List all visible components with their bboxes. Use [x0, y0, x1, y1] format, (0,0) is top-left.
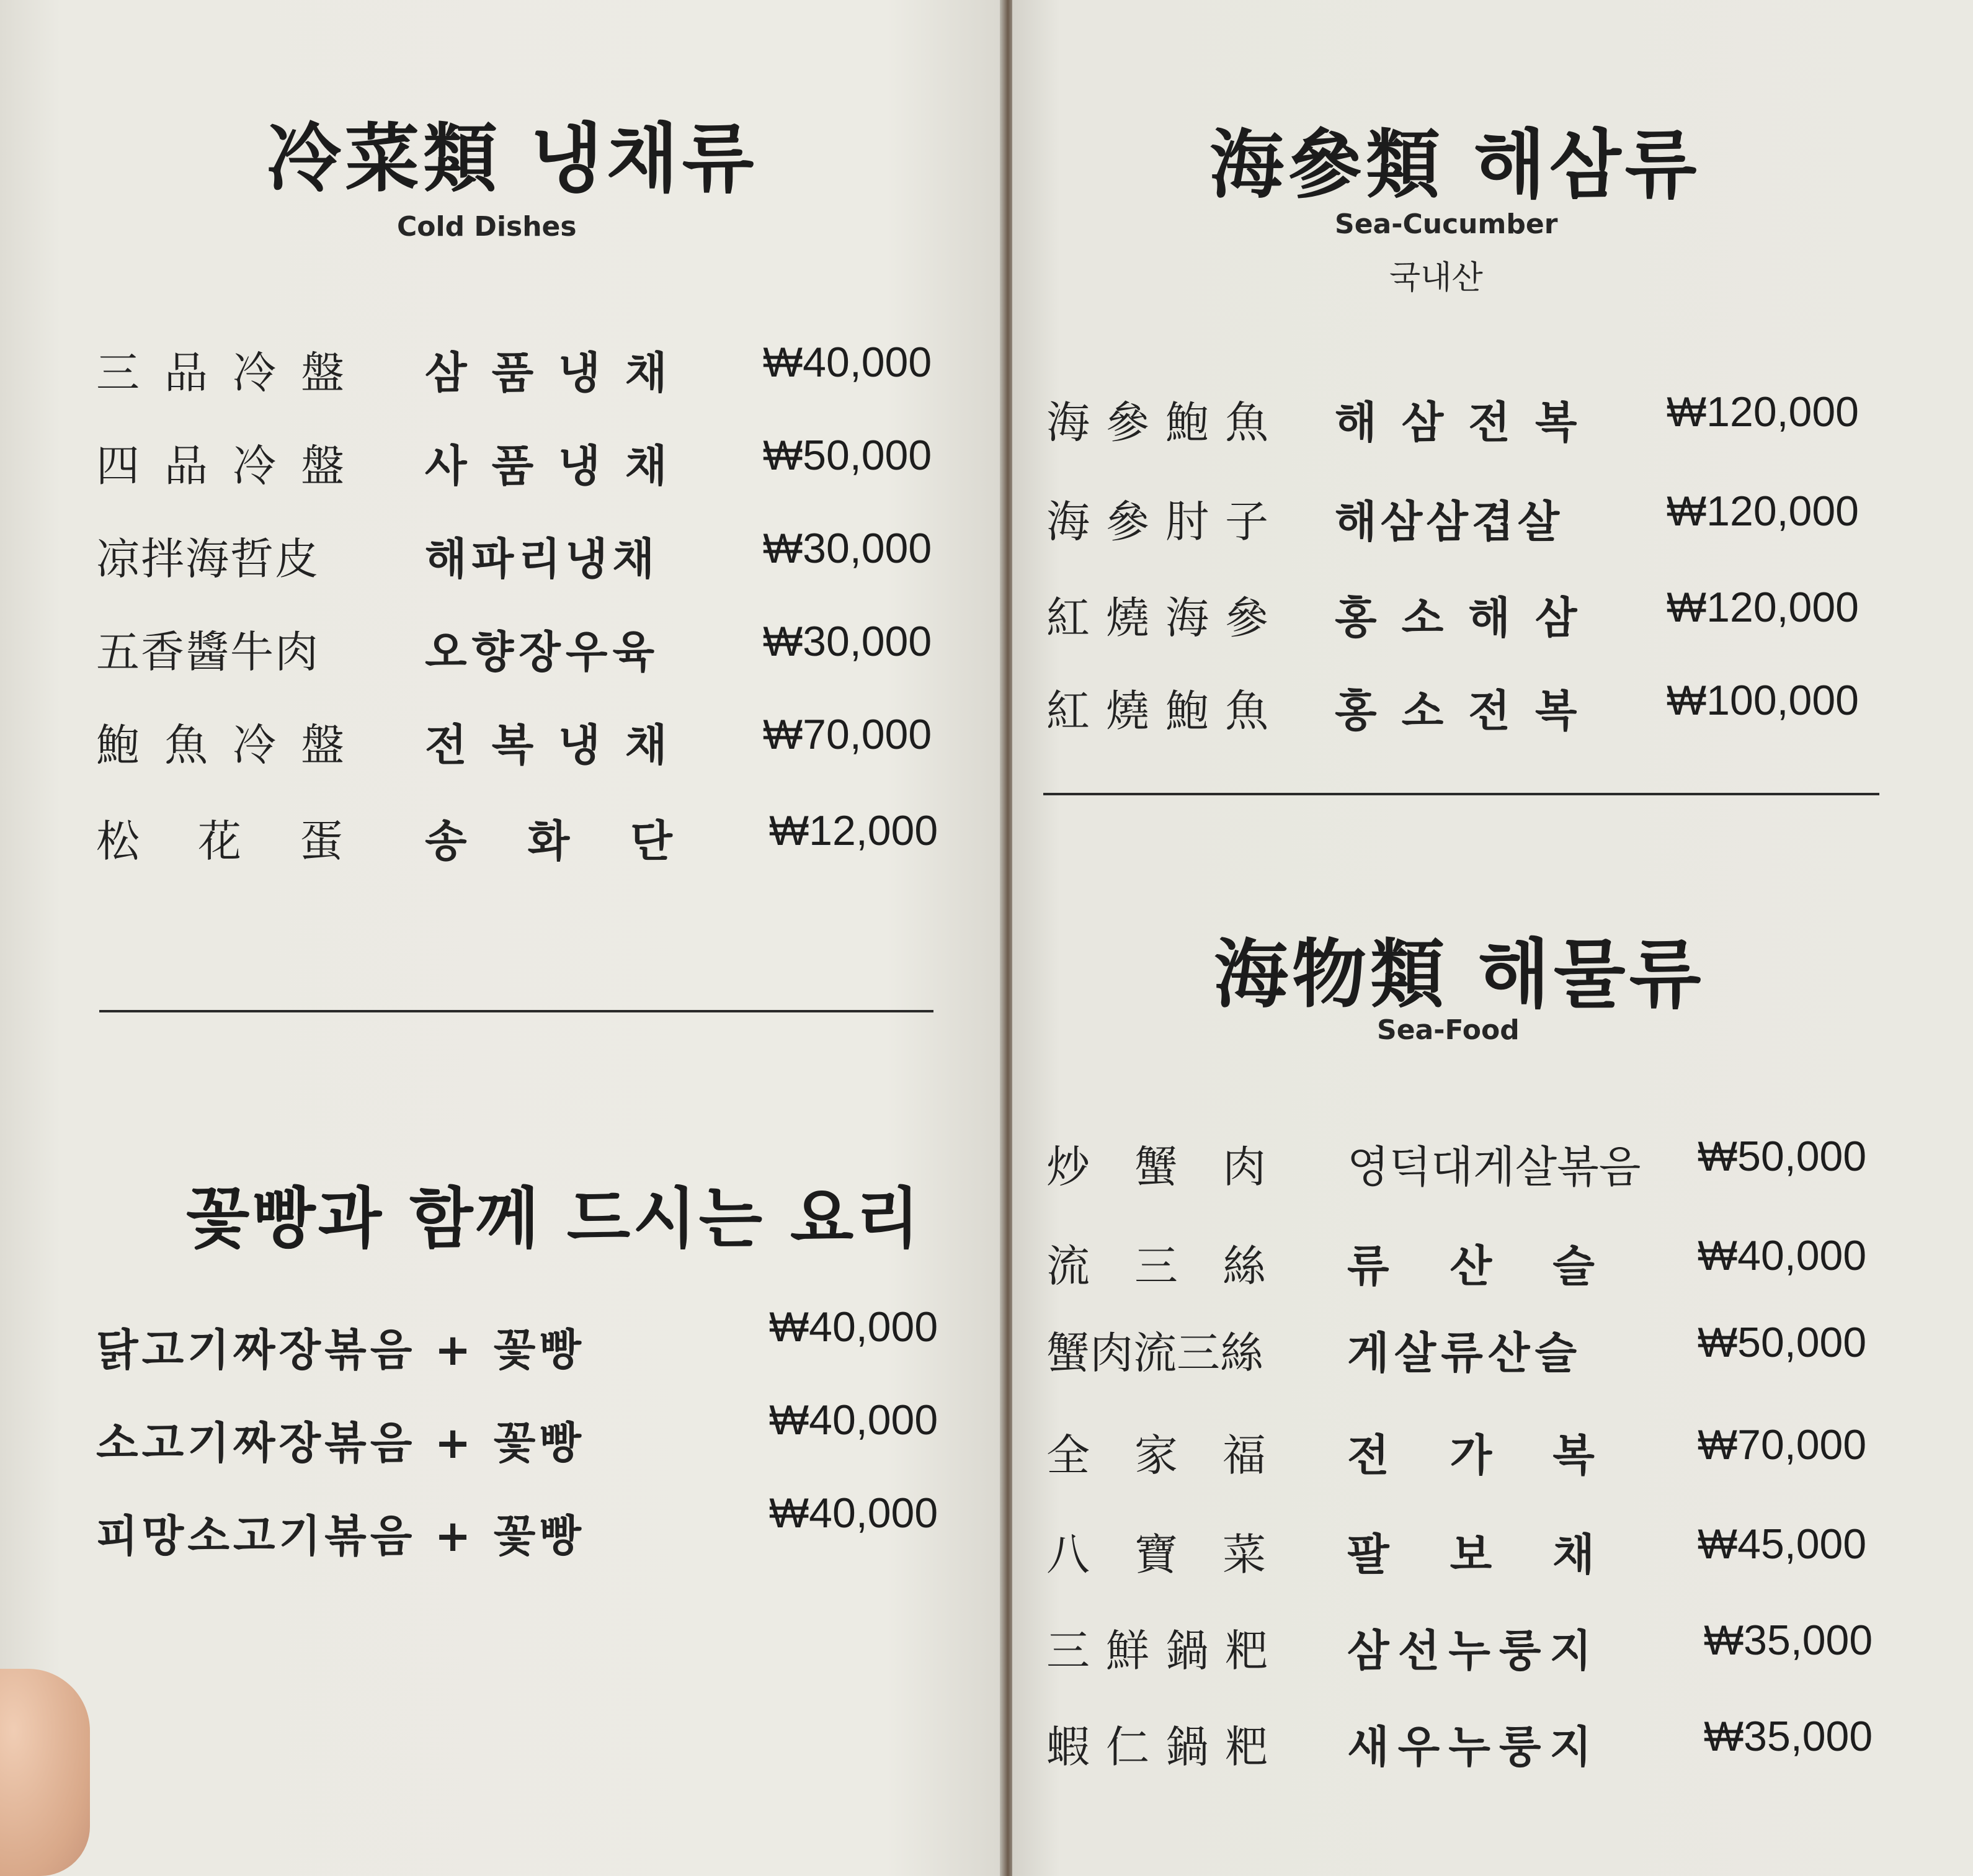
- item-korean-name: 새우누룽지: [1347, 1722, 1601, 1772]
- item-korean-name: 해삼삼겹살: [1335, 496, 1564, 547]
- item-korean-name: 송화단: [425, 816, 733, 867]
- item-price: ₩45,000: [1698, 1521, 1867, 1568]
- combo-item-name: 닭고기짜장볶음 + 꽃빵: [96, 1324, 585, 1375]
- menu-item-seacucumber-0: [1046, 388, 1946, 448]
- combo-item-price: ₩40,000: [769, 1303, 938, 1351]
- item-price: ₩35,000: [1704, 1617, 1873, 1664]
- menu-item-cold-4: [96, 710, 964, 770]
- menu-item-seafood-5: [1046, 1616, 1946, 1676]
- item-chinese-name: 三品冷盤: [96, 347, 369, 398]
- item-chinese-name: 海參鮑魚: [1046, 397, 1285, 448]
- item-korean-name: 삼품냉채: [425, 347, 692, 398]
- menu-item-seacucumber-3: [1046, 676, 1946, 736]
- item-price: ₩35,000: [1704, 1713, 1873, 1760]
- menu-item-cold-3: [96, 617, 964, 677]
- item-price: ₩30,000: [763, 618, 932, 665]
- item-chinese-name: 海參肘子: [1046, 496, 1285, 547]
- item-chinese-name: 流三絲: [1046, 1241, 1311, 1292]
- item-korean-name: 게살류산슬: [1347, 1328, 1582, 1378]
- item-price: ₩70,000: [1698, 1421, 1867, 1468]
- item-korean-name: 삼선누룽지: [1347, 1625, 1601, 1676]
- menu-item-cold-5: [96, 806, 964, 867]
- section-divider: [1043, 793, 1879, 795]
- item-price: ₩12,000: [769, 807, 938, 854]
- item-korean-name: 홍소전복: [1335, 686, 1602, 736]
- item-chinese-name: 松花蛋: [96, 816, 401, 867]
- seafood-title: 海物類 해물류: [1214, 932, 1705, 1018]
- item-korean-name: 오향장우육: [425, 627, 660, 677]
- item-price: ₩40,000: [1698, 1232, 1867, 1279]
- item-korean-name: 전가복: [1347, 1430, 1655, 1481]
- item-chinese-name: 紅燒鮑魚: [1046, 686, 1285, 736]
- item-korean-name: 사품냉채: [425, 440, 692, 491]
- right-menu-page: [1012, 0, 1973, 1876]
- menu-item-seafood-1: [1046, 1231, 1946, 1292]
- item-chinese-name: 四品冷盤: [96, 440, 369, 491]
- item-price: ₩30,000: [763, 525, 932, 572]
- menu-item-seafood-4: [1046, 1520, 1946, 1580]
- section-divider: [99, 1010, 933, 1012]
- item-korean-name: 해파리냉채: [425, 534, 660, 584]
- item-price: ₩40,000: [763, 339, 932, 386]
- menu-item-seafood-0: [1046, 1132, 1946, 1192]
- item-price: ₩100,000: [1667, 677, 1859, 724]
- combo-item-price: ₩40,000: [769, 1396, 938, 1444]
- menu-item-cold-1: [96, 431, 964, 491]
- combo-item-price: ₩40,000: [769, 1490, 938, 1537]
- menu-item-seafood-3: [1046, 1421, 1946, 1481]
- combo-item-name: 피망소고기볶음 + 꽃빵: [96, 1511, 585, 1561]
- menu-item-cold-0: [96, 338, 964, 398]
- cold-dishes-title: 冷菜類 냉채류: [267, 116, 758, 202]
- menu-item-seacucumber-1: [1046, 487, 1946, 547]
- item-price: ₩50,000: [1698, 1319, 1867, 1366]
- hand-thumb: [0, 1669, 90, 1876]
- item-price: ₩50,000: [1698, 1133, 1867, 1180]
- item-korean-name: 홍소해삼: [1335, 592, 1602, 643]
- item-korean-name: 전복냉채: [425, 720, 692, 770]
- item-chinese-name: 全家福: [1046, 1430, 1311, 1481]
- item-chinese-name: 蟹肉流三絲: [1046, 1328, 1263, 1378]
- sea-cucumber-origin-note: 국내산: [1389, 259, 1483, 297]
- item-korean-name: 영덕대게살볶음: [1347, 1141, 1641, 1192]
- item-korean-name: 류산슬: [1347, 1241, 1655, 1292]
- item-chinese-name: 凉拌海哲皮: [96, 534, 319, 584]
- item-korean-name: 팔보채: [1347, 1529, 1655, 1580]
- item-chinese-name: 蝦仁鍋粑: [1046, 1722, 1285, 1772]
- menu-item-cold-2: [96, 524, 964, 584]
- sea-cucumber-subtitle: Sea-Cucumber: [1335, 208, 1558, 240]
- item-price: ₩120,000: [1667, 584, 1859, 631]
- item-chinese-name: 紅燒海參: [1046, 592, 1285, 643]
- cold-dishes-subtitle: Cold Dishes: [397, 211, 577, 243]
- item-korean-name: 해삼전복: [1335, 397, 1602, 448]
- menu-item-seafood-6: [1046, 1712, 1946, 1772]
- item-price: ₩50,000: [763, 432, 932, 479]
- item-price: ₩70,000: [763, 711, 932, 758]
- item-price: ₩120,000: [1667, 388, 1859, 436]
- menu-item-seacucumber-2: [1046, 583, 1946, 643]
- item-price: ₩120,000: [1667, 488, 1859, 535]
- item-chinese-name: 三鮮鍋粑: [1046, 1625, 1285, 1676]
- item-chinese-name: 八寶菜: [1046, 1529, 1311, 1580]
- combo-item-name: 소고기짜장볶음 + 꽃빵: [96, 1418, 585, 1468]
- menu-item-seafood-2: [1046, 1318, 1946, 1378]
- sea-cucumber-title: 海參類 해삼류: [1209, 122, 1701, 208]
- item-chinese-name: 炒蟹肉: [1046, 1141, 1311, 1192]
- flower-bread-title: 꽃빵과 함께 드시는 요리: [186, 1181, 922, 1257]
- item-chinese-name: 五香醬牛肉: [96, 627, 319, 677]
- seafood-subtitle: Sea-Food: [1377, 1014, 1520, 1046]
- item-chinese-name: 鮑魚冷盤: [96, 720, 369, 770]
